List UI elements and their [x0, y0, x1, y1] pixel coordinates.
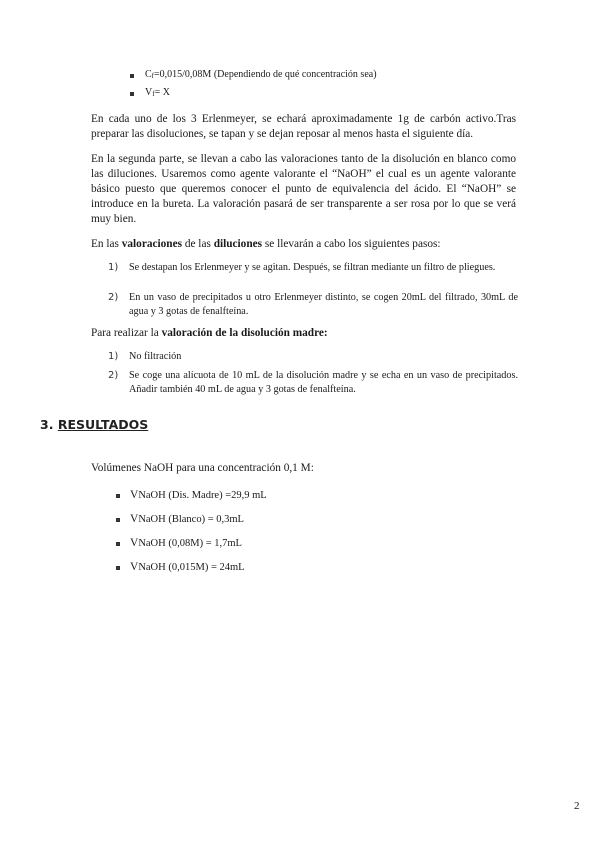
- bullet-square-icon: [116, 566, 120, 570]
- result-text: (0,08M) = 1,7mL: [165, 538, 242, 549]
- variable-subscript: f: [151, 72, 155, 80]
- paragraph-madre-intro: [91, 326, 516, 341]
- results-intro: Volúmenes NaOH para una concentración 0,1 M:: [91, 462, 314, 474]
- variable-subscript: NaOH: [138, 562, 166, 573]
- section-number: 3.: [40, 417, 54, 432]
- text-run: se llevarán a cabo los siguientes pasos:: [262, 238, 441, 250]
- bullet-square-icon: [116, 494, 120, 498]
- bold-run: diluciones: [213, 238, 263, 250]
- result-item: [130, 512, 244, 527]
- result-item: [130, 536, 242, 551]
- result-item: [130, 560, 245, 575]
- variable-subscript: NaOH: [138, 490, 166, 501]
- list-text: No filtración: [129, 351, 182, 362]
- bullet-square-icon: [130, 74, 134, 78]
- bold-run: valoración de la disolución madre:: [161, 327, 328, 339]
- variable-name: V: [130, 561, 139, 573]
- bullet-text: = X: [154, 87, 170, 98]
- list-number: 2): [108, 370, 119, 381]
- variable-subscript: NaOH: [138, 514, 166, 525]
- text-run: de las: [182, 238, 214, 250]
- result-text: (Blanco) = 0,3mL: [165, 514, 244, 525]
- list-number: 1): [108, 262, 119, 273]
- text-run: En las: [91, 238, 122, 250]
- paragraph-diluciones-intro: [91, 237, 516, 252]
- bullet-square-icon: [130, 92, 134, 96]
- list-text: Se coge una alícuota de 10 mL de la disolución madre y se echa en un vaso de precipitados. Añadir también 40 mL de agua y 3 gotas de fenalfteína.: [129, 370, 518, 395]
- bullet-cf: [145, 68, 377, 83]
- variable-subscript: NaOH: [138, 538, 166, 549]
- list-item: [108, 261, 518, 275]
- paragraph-valoraciones: En la segunda parte, se llevan a cabo las valoraciones tanto de la disolución en blanco como las diluciones. Usaremos como agente valorante el “NaOH” el cual es un agente valorante básico puesto que queremos conocer el punto de equivalencia del ácido. El “NaOH” se introduce en la bureta. La valoración pasará de ser transparente a ser rosa por lo que se verá muy bien.: [91, 153, 516, 225]
- result-item: [130, 488, 267, 503]
- bullet-square-icon: [116, 542, 120, 546]
- variable-name: V: [130, 537, 139, 549]
- list-item: [108, 350, 518, 364]
- section-title: RESULTADOS: [57, 417, 149, 432]
- variable-name: V: [145, 87, 153, 98]
- variable-name: V: [130, 489, 139, 501]
- variable-subscript: f: [152, 90, 155, 98]
- bullet-text: =0,015/0,08M (Dependiendo de qué concentración sea): [154, 69, 377, 80]
- variable-name: C: [145, 69, 152, 80]
- variable-name: V: [130, 513, 139, 525]
- bullet-vf: [145, 86, 170, 101]
- bullet-square-icon: [116, 518, 120, 522]
- list-text: En un vaso de precipitados u otro Erlenmeyer distinto, se cogen 20mL del filtrado, 30mL de agua y 3 gotas de fenalfteína.: [129, 292, 518, 317]
- text-run: Para realizar la: [91, 327, 162, 339]
- result-text: (Dis. Madre) =29,9 mL: [165, 490, 267, 501]
- paragraph-carbon: En cada uno de los 3 Erlenmeyer, se echará aproximadamente 1g de carbón activo.Tras preparar las disoluciones, se tapan y se dejan reposar al menos hasta el siguiente día.: [91, 113, 516, 140]
- list-number: 1): [108, 351, 119, 362]
- section-heading: [40, 417, 148, 432]
- result-text: (0,015M) = 24mL: [165, 562, 245, 573]
- page-number: 2: [574, 800, 580, 812]
- bold-run: valoraciones: [121, 238, 182, 250]
- list-item: [108, 291, 518, 319]
- list-number: 2): [108, 292, 119, 303]
- list-item: [108, 369, 518, 397]
- list-text: Se destapan los Erlenmeyer y se agitan. Después, se filtran mediante un filtro de pliegues.: [129, 262, 496, 273]
